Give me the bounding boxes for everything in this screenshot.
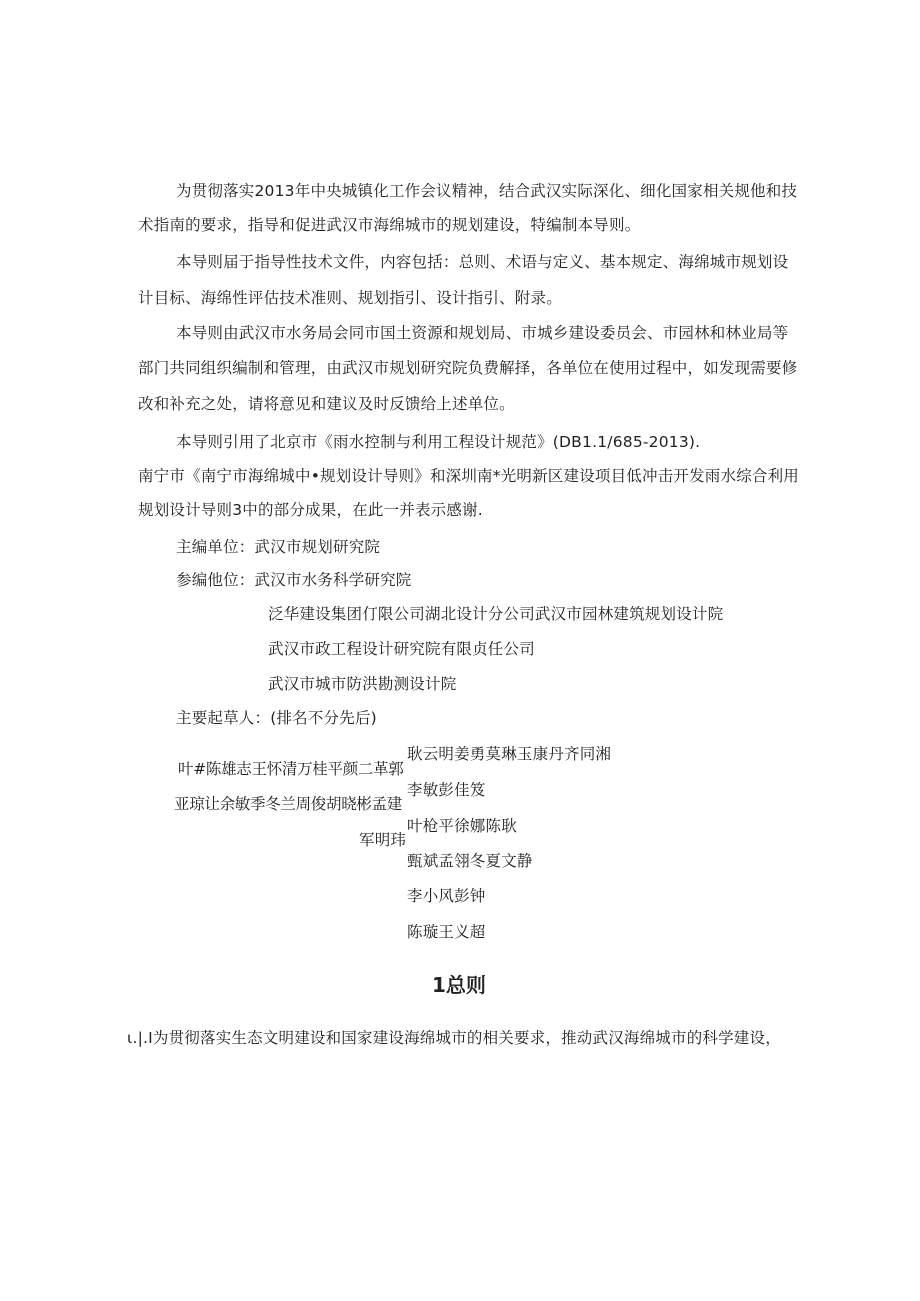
drafters-right-line1: 耿云明姜勇莫琳玉康丹齐同湘 [407,745,612,763]
preface-p2-line1: 本导则届于指导性技术文件，内容包括：总则、术语与定义、基本规定、海绵城市规划设 [176,253,789,271]
drafters-left-line1: 叶#陈雄志王怀清万桂平颜二革郭 [178,760,404,778]
preface-p1-line2: 术指南的要求，指导和促进武汉市海绵城市的规划建设，特编制本导则。 [138,216,641,234]
section-title: 1总则 [432,973,486,997]
drafters-left-line2: 亚琼让余敏季冬兰周俊胡晓彬孟建 [174,795,403,813]
participating-unit-2: 泛华建设集团仃限公司湖北设计分公司武汉市园林建筑规划设计院 [268,605,724,623]
drafters-right-line3: 叶枪平徐娜陈耿 [407,817,517,835]
chief-editor-unit: 主编单位：武汉市规划研究院 [176,538,381,556]
drafters-right-line5: 李小风彭钟 [407,887,486,905]
preface-p4-line3: 规划设计导则3中的部分成果，在此一并表示感谢. [138,501,483,519]
preface-p1-line1: 为贯彻落实2013年中央城镇化工作会议精神，结合武汉实际深化、细化国家相关规他和技 [176,182,798,200]
preface-p4-line2: 南宁市《南宁市海绵城中•规划设计导则》和深圳南*光明新区建设项目低冲击开发雨水综合利用 [138,467,799,485]
preface-p3-line3: 改和补充之处，请将意见和建议及时反馈给上述单位。 [138,395,515,413]
drafters-right-line2: 李敏彭佳笈 [407,781,486,799]
section-clause-1-1-1: ι.|.I为贯彻落实生态文明建设和国家建设海绵城市的相关要求，推动武汉海绵城市的科学建设， [127,1029,781,1047]
participating-unit-3: 武汉市政工程设计研究院有限贞任公司 [268,640,535,658]
participating-unit-1: 参编他位：武汉市水务科学研究院 [176,571,412,589]
drafters-left-line3: 军明玮 [359,831,407,849]
preface-p2-line2: 计目标、海绵性评估技术准则、规划指引、设计指引、附录。 [138,289,562,307]
preface-p3-line1: 本导则由武汉市水务局会同市国土资源和规划局、市城乡建设委员会、市园林和林业局等 [176,324,789,342]
drafters-label: 主要起草人：(排名不分先后) [176,709,377,727]
drafters-right-line6: 陈璇王义超 [407,923,486,941]
preface-p3-line2: 部门共同组织编制和管理，由武汉市规划研究院负费解择，各单位在使用过程中，如发现需要修 [138,359,798,377]
preface-p4-line1: 本导则引用了北京市《雨水控制与利用工程设计规范》(DB1.1/685-2013). [176,433,701,451]
participating-unit-4: 武汉市城市防洪勘测设计院 [268,675,457,693]
drafters-right-line4: 甄斌孟翎冬夏文静 [407,852,533,870]
